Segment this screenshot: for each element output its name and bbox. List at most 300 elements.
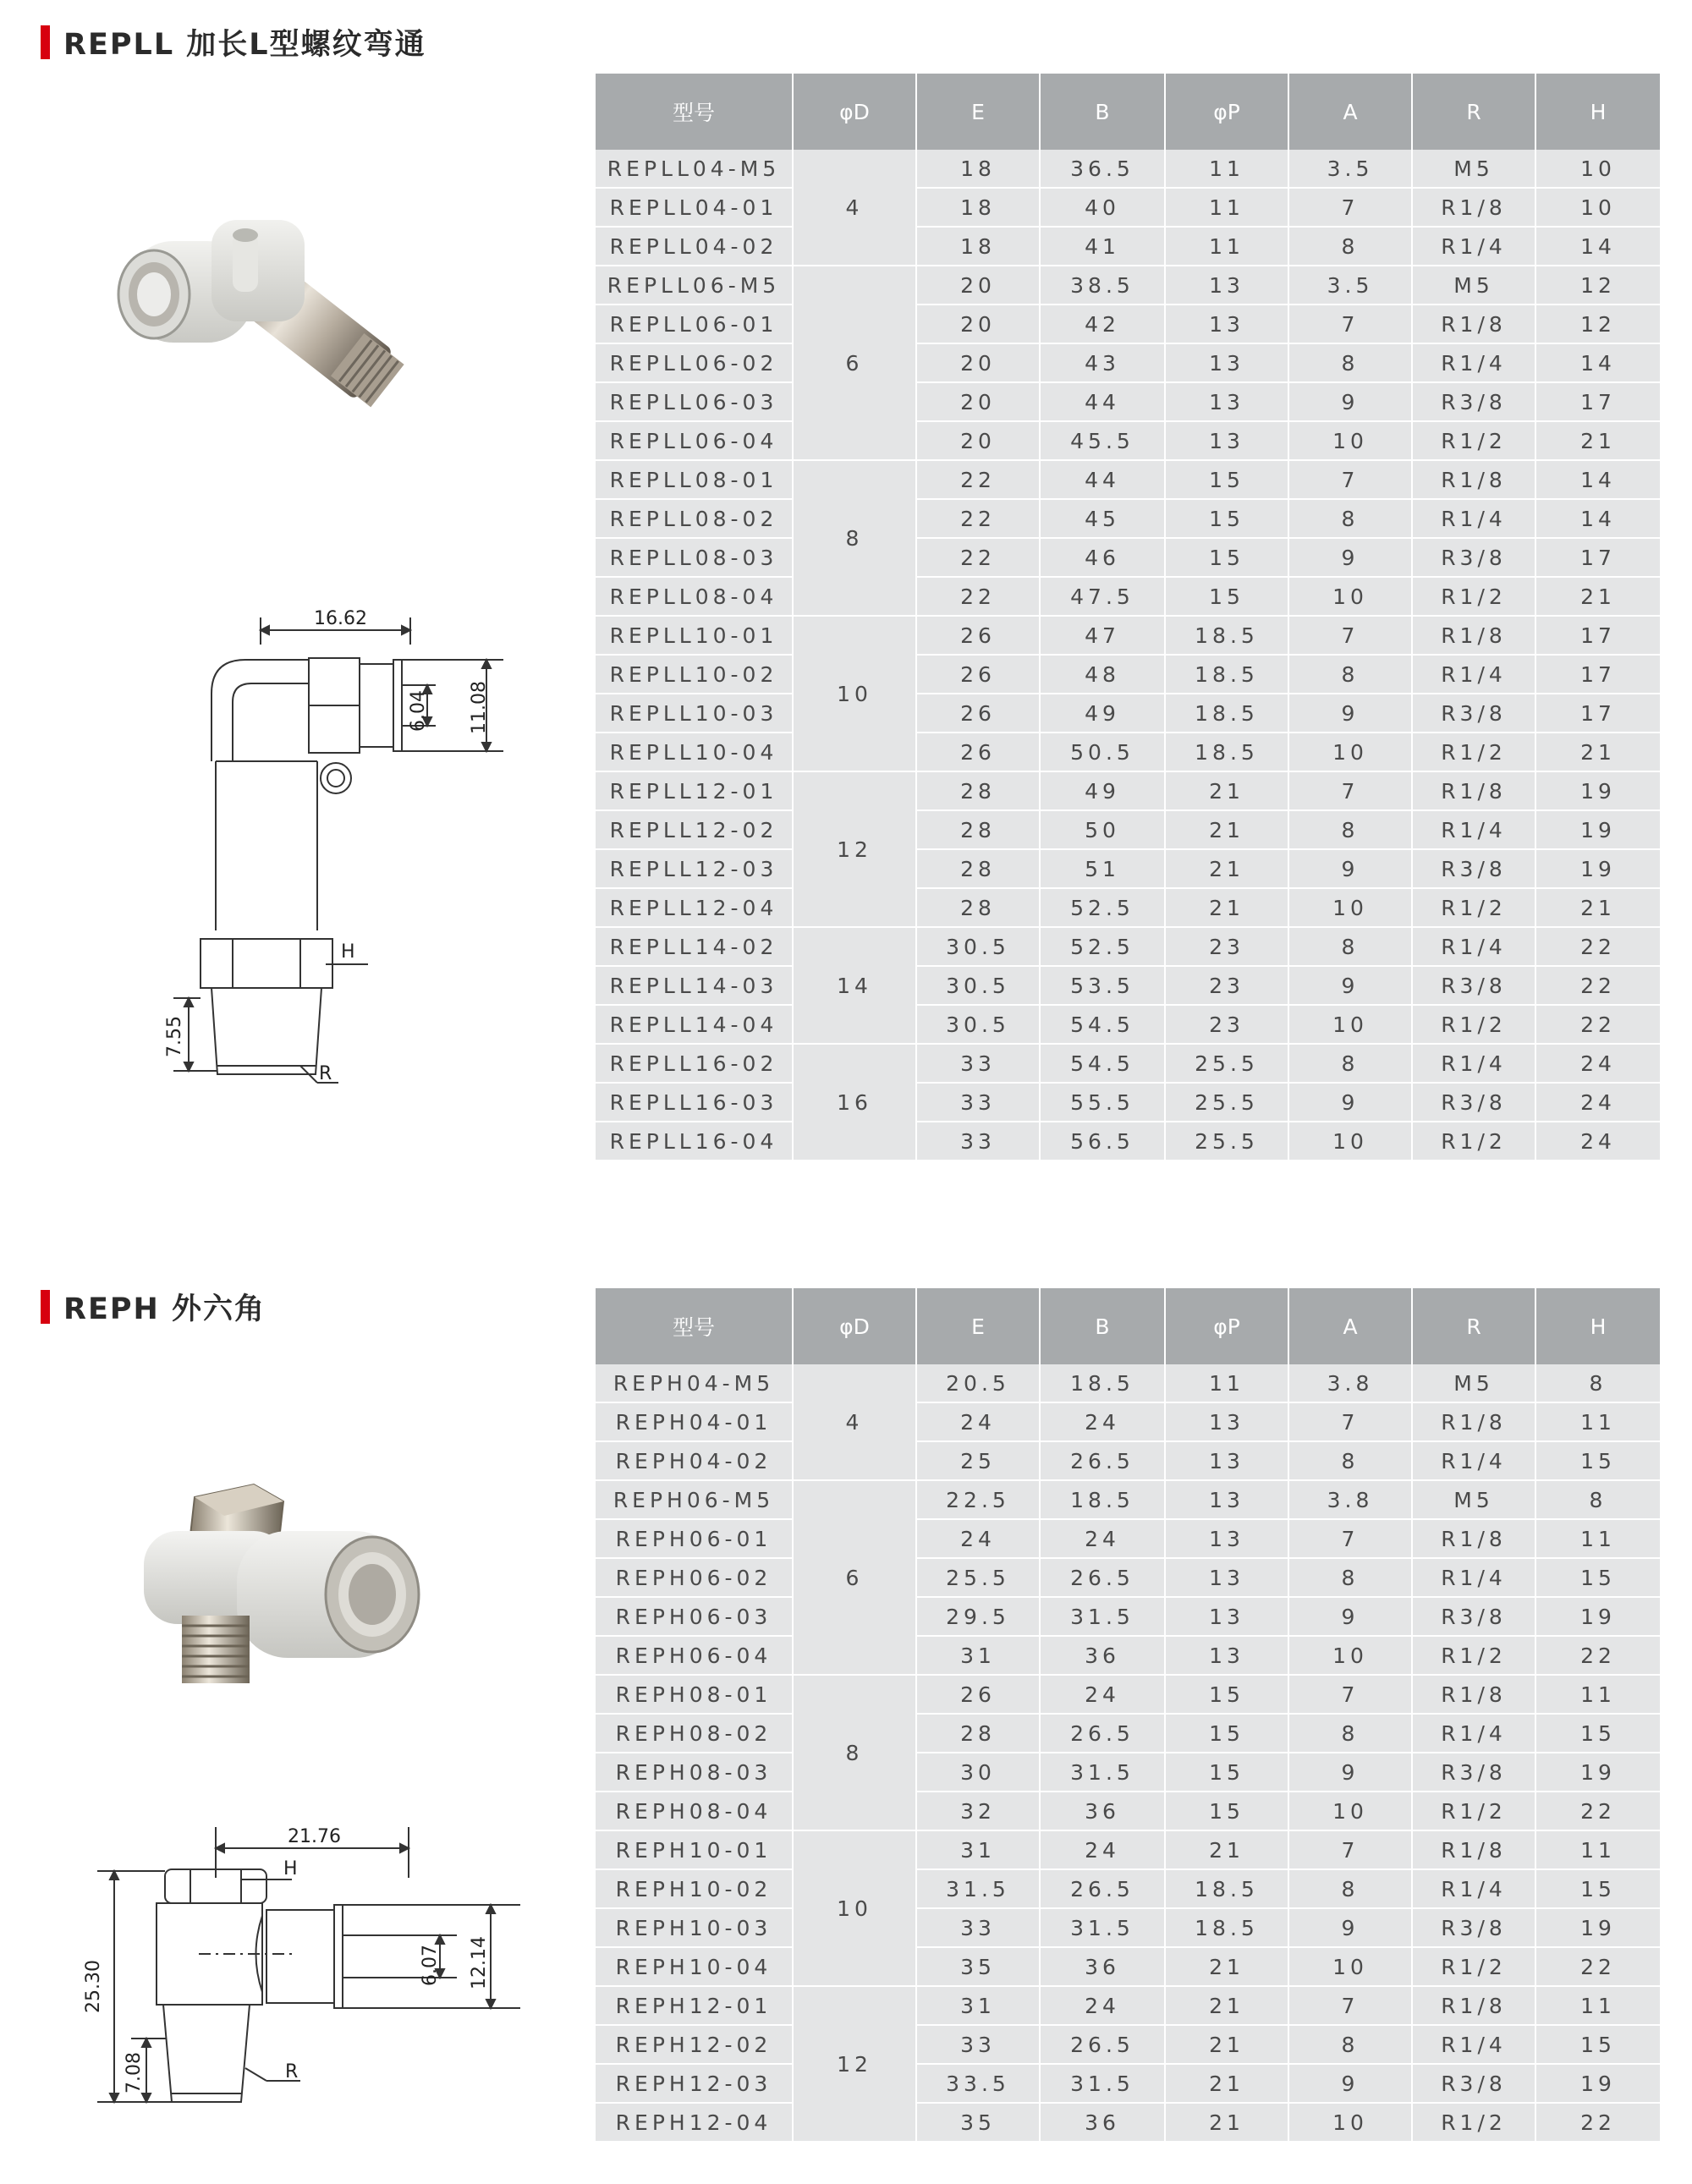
table-cell: 13: [1166, 1403, 1289, 1442]
table-cell-model: REPLL14-04: [596, 1006, 794, 1045]
table-cell: 11: [1536, 1987, 1660, 2026]
table-cell-model: REPH06-03: [596, 1598, 794, 1637]
table-cell: R1/4: [1413, 1442, 1536, 1481]
table-cell: 3.5: [1289, 266, 1413, 305]
table-cell: 20: [917, 383, 1041, 422]
table-cell: 14: [1536, 500, 1660, 539]
table-row: [596, 1364, 1660, 1403]
table-cell: M5: [1413, 150, 1536, 189]
table-cell: 41: [1041, 228, 1166, 266]
table-cell: 31.5: [1041, 1909, 1166, 1948]
table-cell: 49: [1041, 694, 1166, 733]
table-cell: 15: [1536, 1442, 1660, 1481]
table-cell-bore: 10: [794, 1831, 917, 1987]
table-cell: 18.5: [1041, 1364, 1166, 1403]
table-cell: 8: [1289, 928, 1413, 967]
table-row: [596, 539, 1660, 578]
table-cell: 26.5: [1041, 2026, 1166, 2065]
table-cell: 8: [1289, 811, 1413, 850]
table-row: [596, 850, 1660, 889]
table-cell: 18: [917, 150, 1041, 189]
table-cell-bore: 8: [794, 461, 917, 617]
table-cell: R1/8: [1413, 1520, 1536, 1559]
table-cell: 21: [1166, 1831, 1289, 1870]
table-cell: R1/4: [1413, 344, 1536, 383]
table-cell: 8: [1289, 1045, 1413, 1084]
table-cell: 13: [1166, 422, 1289, 461]
table-cell: 15: [1166, 1676, 1289, 1715]
table-cell: R1/4: [1413, 811, 1536, 850]
reph-spec-table: [596, 1288, 1660, 2143]
table-cell: 10: [1289, 1006, 1413, 1045]
table-row: [596, 1909, 1660, 1948]
dim-thread-label: 7.55: [164, 1016, 185, 1057]
table-cell: 15: [1536, 1715, 1660, 1753]
table-cell: R1/8: [1413, 772, 1536, 811]
table-cell: 13: [1166, 266, 1289, 305]
section2-heading: [41, 1290, 266, 1324]
column-header: B: [1041, 74, 1166, 150]
column-header: 型号: [596, 1288, 794, 1364]
table-row: [596, 1870, 1660, 1909]
table-cell-model: REPLL10-04: [596, 733, 794, 772]
table-cell: 33: [917, 1084, 1041, 1122]
table-cell: 9: [1289, 1753, 1413, 1792]
table-cell: 28: [917, 889, 1041, 928]
table-cell: 25.5: [1166, 1084, 1289, 1122]
table-cell-model: REPH04-01: [596, 1403, 794, 1442]
table-cell: 21: [1166, 1948, 1289, 1987]
table-cell: R1/4: [1413, 1559, 1536, 1598]
section1-heading: [41, 25, 426, 62]
table-cell: 48: [1041, 656, 1166, 694]
table-cell: 22: [1536, 1948, 1660, 1987]
table-cell-model: REPH10-01: [596, 1831, 794, 1870]
table-cell: 3.8: [1289, 1481, 1413, 1520]
table-cell: R1/4: [1413, 1715, 1536, 1753]
table-header-row: [596, 1288, 1660, 1364]
table-cell: 24: [1536, 1084, 1660, 1122]
table-cell: 18.5: [1166, 733, 1289, 772]
table-cell: 42: [1041, 305, 1166, 344]
repll-technical-drawing: [148, 592, 529, 1091]
table-cell: R3/8: [1413, 2065, 1536, 2104]
table-cell: 8: [1289, 656, 1413, 694]
table-cell-model: REPLL04-01: [596, 189, 794, 228]
table-cell-model: REPLL16-04: [596, 1122, 794, 1161]
table-cell: 10: [1536, 150, 1660, 189]
table-cell: R1/4: [1413, 500, 1536, 539]
table-row: [596, 889, 1660, 928]
table-cell: 9: [1289, 2065, 1413, 2104]
table-cell: 36: [1041, 1792, 1166, 1831]
table-cell: 9: [1289, 850, 1413, 889]
table-row: [596, 733, 1660, 772]
table-cell: 3.5: [1289, 150, 1413, 189]
table-cell: 36: [1041, 1637, 1166, 1676]
table-cell: 11: [1166, 1364, 1289, 1403]
table-cell: 9: [1289, 967, 1413, 1006]
table-cell: 20: [917, 422, 1041, 461]
table-cell: 22: [1536, 1637, 1660, 1676]
table-cell: 19: [1536, 1598, 1660, 1637]
table-row: [596, 383, 1660, 422]
table-cell-model: REPLL10-03: [596, 694, 794, 733]
table-row: [596, 2065, 1660, 2104]
table-cell: 17: [1536, 383, 1660, 422]
table-row: [596, 1442, 1660, 1481]
table-cell: 46: [1041, 539, 1166, 578]
table-cell-bore: 4: [794, 150, 917, 266]
table-cell-model: REPLL06-01: [596, 305, 794, 344]
table-cell: 13: [1166, 1442, 1289, 1481]
table-cell-model: REPLL04-M5: [596, 150, 794, 189]
table-row: [596, 344, 1660, 383]
table-cell: 11: [1536, 1403, 1660, 1442]
table-cell: 31.5: [1041, 2065, 1166, 2104]
table-cell: 7: [1289, 1987, 1413, 2026]
table-cell-model: REPH06-01: [596, 1520, 794, 1559]
table-cell: 22: [1536, 1006, 1660, 1045]
table-cell: 22: [917, 578, 1041, 617]
table-cell: 28: [917, 772, 1041, 811]
table-cell-model: REPLL04-02: [596, 228, 794, 266]
dim-outer-label: 12.14: [469, 1936, 490, 1989]
table-cell: 54.5: [1041, 1006, 1166, 1045]
table-cell: 26.5: [1041, 1715, 1166, 1753]
section2-title: REPH 外六角: [63, 1292, 266, 1326]
table-cell: R1/8: [1413, 1403, 1536, 1442]
table-cell: 22: [1536, 2104, 1660, 2143]
table-row: [596, 266, 1660, 305]
table-cell: R1/2: [1413, 578, 1536, 617]
table-cell: 44: [1041, 461, 1166, 500]
repll-spec-table: [596, 74, 1660, 1161]
dim-top-label: 21.76: [288, 1826, 341, 1847]
table-cell: 53.5: [1041, 967, 1166, 1006]
table-cell: 8: [1289, 2026, 1413, 2065]
table-cell: 31.5: [1041, 1753, 1166, 1792]
table-cell: 26: [917, 1676, 1041, 1715]
table-cell: 9: [1289, 1909, 1413, 1948]
table-cell-model: REPLL08-04: [596, 578, 794, 617]
table-cell: 8: [1289, 1870, 1413, 1909]
table-cell: 38.5: [1041, 266, 1166, 305]
table-cell: 15: [1166, 461, 1289, 500]
table-cell: 21: [1166, 889, 1289, 928]
table-cell: 18.5: [1041, 1481, 1166, 1520]
table-cell: 32: [917, 1792, 1041, 1831]
column-header: R: [1413, 1288, 1536, 1364]
table-cell: 19: [1536, 1909, 1660, 1948]
table-cell: 26.5: [1041, 1442, 1166, 1481]
table-row: [596, 1006, 1660, 1045]
table-cell: 11: [1166, 150, 1289, 189]
table-row: [596, 1753, 1660, 1792]
table-cell-model: REPH08-02: [596, 1715, 794, 1753]
column-header: 型号: [596, 74, 794, 150]
table-cell: 9: [1289, 383, 1413, 422]
table-cell: 10: [1536, 189, 1660, 228]
column-header: A: [1289, 74, 1413, 150]
table-cell: R1/8: [1413, 189, 1536, 228]
table-cell-model: REPH10-02: [596, 1870, 794, 1909]
table-header-row: [596, 74, 1660, 150]
table-row: [596, 1598, 1660, 1637]
table-cell: 22: [917, 500, 1041, 539]
table-cell: 7: [1289, 1676, 1413, 1715]
table-row: [596, 1045, 1660, 1084]
table-cell: 22: [917, 539, 1041, 578]
column-header: φD: [794, 1288, 917, 1364]
table-cell: 10: [1289, 422, 1413, 461]
table-cell-model: REPLL14-02: [596, 928, 794, 967]
table-cell: 15: [1166, 1753, 1289, 1792]
table-cell: R1/4: [1413, 1045, 1536, 1084]
table-cell: 21: [1536, 733, 1660, 772]
table-cell: 10: [1289, 1948, 1413, 1987]
table-cell-bore: 12: [794, 1987, 917, 2143]
table-cell-model: REPLL10-01: [596, 617, 794, 656]
table-cell-model: REPLL14-03: [596, 967, 794, 1006]
reph-product-photo: [144, 1438, 448, 1692]
table-cell-model: REPH04-02: [596, 1442, 794, 1481]
table-cell-model: REPLL16-02: [596, 1045, 794, 1084]
table-cell: 22: [1536, 967, 1660, 1006]
table-cell: 31.5: [1041, 1598, 1166, 1637]
table-cell: 35: [917, 1948, 1041, 1987]
table-row: [596, 1403, 1660, 1442]
table-cell: 13: [1166, 1559, 1289, 1598]
table-cell: 24: [917, 1403, 1041, 1442]
table-cell: 45.5: [1041, 422, 1166, 461]
table-cell-model: REPLL08-01: [596, 461, 794, 500]
table-cell: R1/2: [1413, 1637, 1536, 1676]
table-cell: R1/8: [1413, 617, 1536, 656]
table-cell: 31: [917, 1637, 1041, 1676]
table-cell-model: REPLL06-02: [596, 344, 794, 383]
table-cell: R1/2: [1413, 733, 1536, 772]
table-cell: 13: [1166, 344, 1289, 383]
table-cell: R3/8: [1413, 539, 1536, 578]
table-cell: 14: [1536, 344, 1660, 383]
table-cell: 25.5: [917, 1559, 1041, 1598]
table-row: [596, 578, 1660, 617]
table-cell: 17: [1536, 656, 1660, 694]
label-h: H: [283, 1858, 298, 1879]
dim-inner-label: 6.07: [420, 1945, 441, 1986]
table-cell: 33: [917, 1909, 1041, 1948]
table-cell: R3/8: [1413, 967, 1536, 1006]
table-cell: 22: [1536, 928, 1660, 967]
table-cell: 21: [1166, 772, 1289, 811]
table-cell: 33: [917, 2026, 1041, 2065]
section1-title: REPLL 加长L型螺纹弯通: [63, 28, 426, 62]
table-cell: 15: [1536, 1559, 1660, 1598]
table-cell: 18.5: [1166, 1909, 1289, 1948]
table-cell: 10: [1289, 2104, 1413, 2143]
table-cell: 43: [1041, 344, 1166, 383]
label-h: H: [341, 941, 355, 963]
label-r: R: [285, 2061, 299, 2082]
table-row: [596, 928, 1660, 967]
table-cell-bore: 10: [794, 617, 917, 772]
table-cell: 7: [1289, 1831, 1413, 1870]
table-cell-model: REPH08-04: [596, 1792, 794, 1831]
table-row: [596, 1559, 1660, 1598]
table-cell: 23: [1166, 928, 1289, 967]
table-cell-model: REPLL06-M5: [596, 266, 794, 305]
table-row: [596, 150, 1660, 189]
table-cell: 13: [1166, 1520, 1289, 1559]
table-cell: 28: [917, 811, 1041, 850]
table-cell: 3.8: [1289, 1364, 1413, 1403]
table-cell: 14: [1536, 461, 1660, 500]
table-cell-model: REPLL06-04: [596, 422, 794, 461]
column-header: E: [917, 1288, 1041, 1364]
table-cell: R1/8: [1413, 305, 1536, 344]
table-cell: R3/8: [1413, 1084, 1536, 1122]
table-cell-bore: 4: [794, 1364, 917, 1481]
table-cell: 25.5: [1166, 1045, 1289, 1084]
table-cell: 26: [917, 617, 1041, 656]
table-cell: 7: [1289, 772, 1413, 811]
column-header: B: [1041, 1288, 1166, 1364]
table-row: [596, 2104, 1660, 2143]
table-cell: R3/8: [1413, 850, 1536, 889]
table-cell: 18.5: [1166, 694, 1289, 733]
table-cell: 21: [1536, 889, 1660, 928]
table-cell: 10: [1289, 578, 1413, 617]
table-cell: R1/2: [1413, 1792, 1536, 1831]
dim-top-label: 16.62: [314, 608, 367, 629]
table-cell-bore: 6: [794, 266, 917, 461]
table-cell: 35: [917, 2104, 1041, 2143]
table-cell: 11: [1536, 1676, 1660, 1715]
table-cell-model: REPLL12-01: [596, 772, 794, 811]
table-cell: 21: [1166, 1987, 1289, 2026]
table-cell: 19: [1536, 2065, 1660, 2104]
table-cell: R3/8: [1413, 1909, 1536, 1948]
table-cell: 28: [917, 850, 1041, 889]
table-row: [596, 1948, 1660, 1987]
table-cell: 9: [1289, 1084, 1413, 1122]
table-cell: R1/2: [1413, 1948, 1536, 1987]
table-cell: R3/8: [1413, 1598, 1536, 1637]
table-row: [596, 1122, 1660, 1161]
table-cell: 9: [1289, 1598, 1413, 1637]
accent-bar: [41, 25, 50, 59]
table-cell: 20.5: [917, 1364, 1041, 1403]
table-cell: 10: [1289, 1122, 1413, 1161]
table-cell-bore: 16: [794, 1045, 917, 1161]
table-cell: 47: [1041, 617, 1166, 656]
table-cell: 28: [917, 1715, 1041, 1753]
table-cell: 19: [1536, 772, 1660, 811]
table-cell: 17: [1536, 617, 1660, 656]
table-cell: 15: [1166, 1715, 1289, 1753]
table-cell-bore: 12: [794, 772, 917, 928]
table-cell: M5: [1413, 1481, 1536, 1520]
table-cell: 33.5: [917, 2065, 1041, 2104]
table-cell: 50.5: [1041, 733, 1166, 772]
table-row: [596, 967, 1660, 1006]
table-cell-model: REPH06-M5: [596, 1481, 794, 1520]
table-cell-model: REPLL16-03: [596, 1084, 794, 1122]
table-cell-model: REPH08-03: [596, 1753, 794, 1792]
table-cell: R1/2: [1413, 1122, 1536, 1161]
table-cell: 10: [1289, 733, 1413, 772]
table-cell: 40: [1041, 189, 1166, 228]
table-cell-bore: 8: [794, 1676, 917, 1831]
column-header: H: [1536, 74, 1660, 150]
table-cell: 21: [1166, 2104, 1289, 2143]
table-cell: 7: [1289, 189, 1413, 228]
table-cell: R3/8: [1413, 383, 1536, 422]
table-cell: 51: [1041, 850, 1166, 889]
dim-height-label: 25.30: [83, 1960, 104, 2013]
table-cell: 21: [1166, 2065, 1289, 2104]
accent-bar: [41, 1290, 50, 1324]
table-cell: 23: [1166, 1006, 1289, 1045]
table-cell: 21: [1166, 2026, 1289, 2065]
table-cell: R1/4: [1413, 1870, 1536, 1909]
table-cell: M5: [1413, 1364, 1536, 1403]
table-row: [596, 189, 1660, 228]
table-cell: 21: [1536, 422, 1660, 461]
table-cell: 19: [1536, 1753, 1660, 1792]
table-cell: 52.5: [1041, 889, 1166, 928]
table-cell: 15: [1166, 539, 1289, 578]
table-cell: 21: [1536, 578, 1660, 617]
table-row: [596, 1084, 1660, 1122]
table-cell-model: REPLL12-03: [596, 850, 794, 889]
table-row: [596, 1481, 1660, 1520]
table-cell: 24: [1041, 1403, 1166, 1442]
table-cell: 12: [1536, 305, 1660, 344]
table-cell: 8: [1289, 1559, 1413, 1598]
column-header: A: [1289, 1288, 1413, 1364]
table-cell: R1/2: [1413, 889, 1536, 928]
table-cell: 50: [1041, 811, 1166, 850]
table-cell: 24: [1041, 1987, 1166, 2026]
table-cell: 26.5: [1041, 1870, 1166, 1909]
table-cell: 15: [1166, 1792, 1289, 1831]
table-row: [596, 656, 1660, 694]
dim-outer-label: 11.08: [469, 681, 490, 734]
column-header: φP: [1166, 74, 1289, 150]
table-cell: 13: [1166, 1481, 1289, 1520]
table-cell-model: REPLL12-02: [596, 811, 794, 850]
table-cell: 14: [1536, 228, 1660, 266]
table-cell: 15: [1166, 500, 1289, 539]
table-cell-model: REPH06-04: [596, 1637, 794, 1676]
table-cell-model: REPH12-01: [596, 1987, 794, 2026]
table-cell-model: REPLL12-04: [596, 889, 794, 928]
table-row: [596, 1676, 1660, 1715]
table-cell: 8: [1536, 1364, 1660, 1403]
table-cell-bore: 14: [794, 928, 917, 1045]
table-cell-model: REPH12-03: [596, 2065, 794, 2104]
table-cell-model: REPH08-01: [596, 1676, 794, 1715]
table-cell: 24: [1041, 1520, 1166, 1559]
table-cell: 31: [917, 1987, 1041, 2026]
table-cell: 7: [1289, 305, 1413, 344]
table-row: [596, 617, 1660, 656]
table-cell-model: REPH06-02: [596, 1559, 794, 1598]
table-row: [596, 422, 1660, 461]
table-cell: 8: [1289, 344, 1413, 383]
